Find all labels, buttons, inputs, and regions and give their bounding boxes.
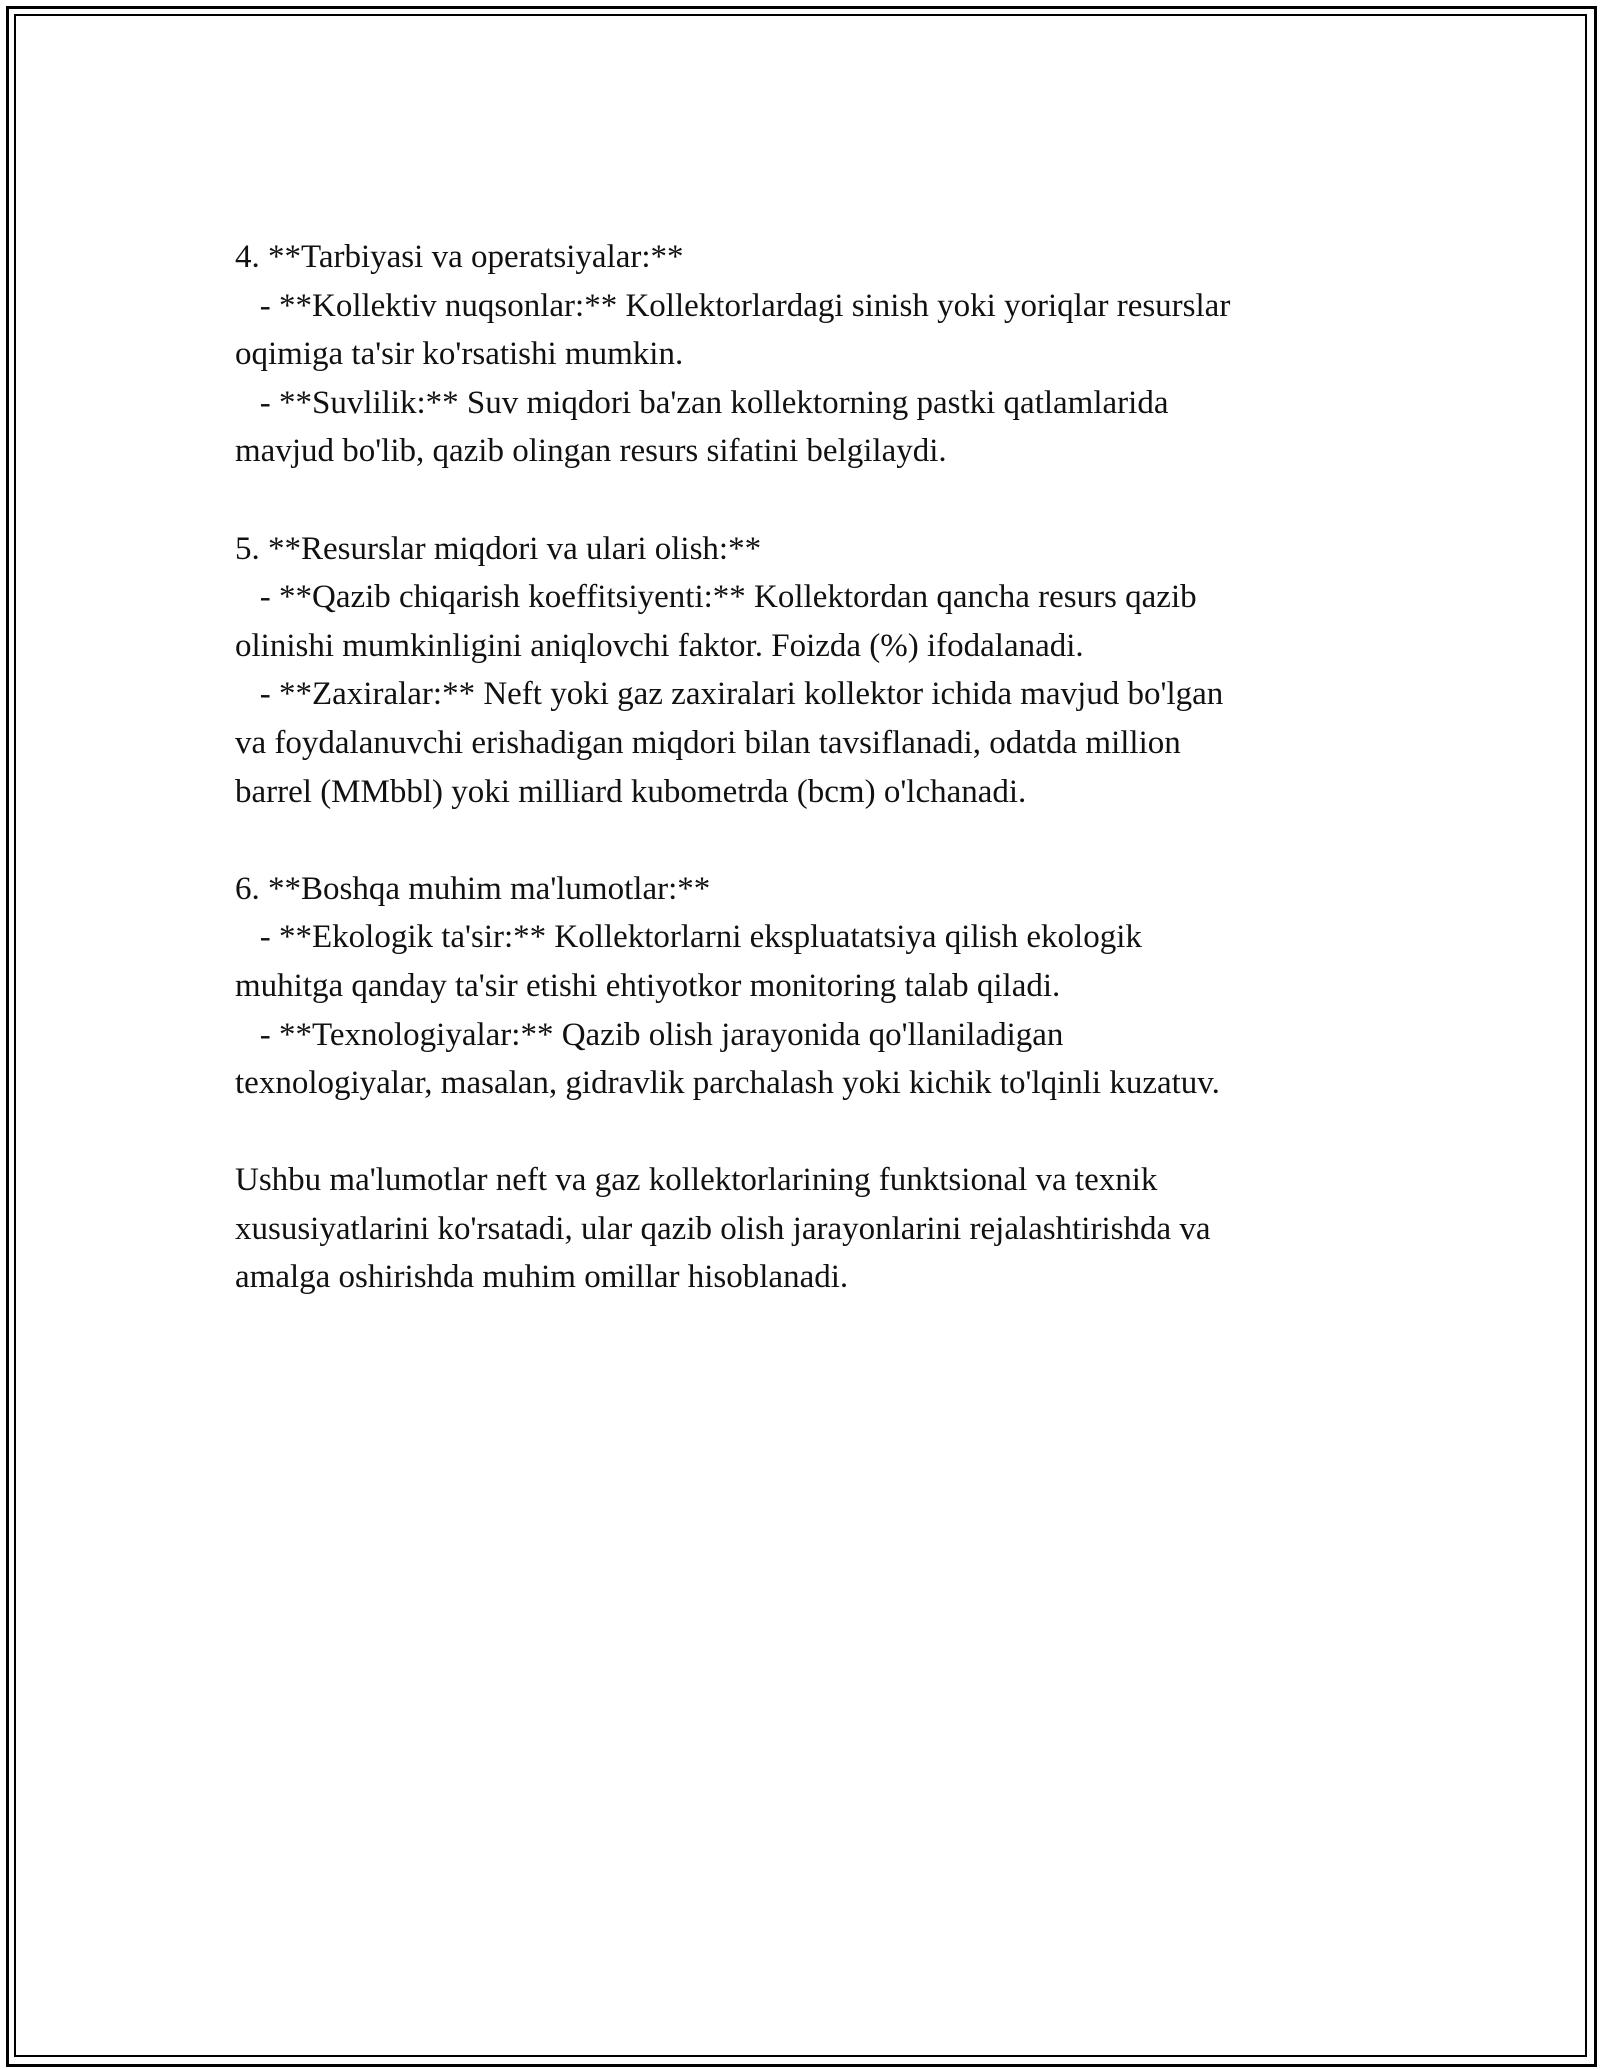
- paragraph-gap: [235, 1108, 1375, 1157]
- section-line: - **Zaxiralar:** Neft yoki gaz zaxiralari kollektor ichida mavjud bo'lgan: [235, 676, 1224, 713]
- section-line: oqimiga ta'sir ko'rsatishi mumkin.: [235, 336, 684, 373]
- section-line: - **Kollektiv nuqsonlar:** Kollektorlardagi sinish yoki yoriqlar resurslar: [235, 287, 1231, 324]
- section-line: - **Suvlilik:** Suv miqdori ba'zan kollektorning pastki qatlamlarida: [235, 384, 1169, 421]
- section-line: olinishi mumkinligini aniqlovchi faktor. Foizda (%) ifodalanadi.: [235, 627, 1084, 664]
- conclusion-paragraph: [235, 1156, 1375, 1302]
- section-line: mavjud bo'lib, qazib olingan resurs sifatini belgilaydi.: [235, 433, 947, 470]
- section-4: [235, 233, 1375, 476]
- section-heading: 4. **Tarbiyasi va operatsiyalar:**: [235, 239, 684, 275]
- conclusion-line: Ushbu ma'lumotlar neft va gaz kollektorlarining funktsional va texnik: [235, 1162, 1158, 1199]
- section-5: [235, 525, 1375, 817]
- section-heading: 5. **Resurslar miqdori va ulari olish:**: [235, 530, 762, 567]
- section-line: muhitga qanday ta'sir etishi ehtiyotkor monitoring talab qiladi.: [235, 967, 1061, 1004]
- section-6: [235, 865, 1375, 1108]
- section-line: - **Ekologik ta'sir:** Kollektorlarni ekspluatatsiya qilish ekologik: [235, 919, 1142, 956]
- conclusion-line: amalga oshirishda muhim omillar hisoblanadi.: [235, 1259, 849, 1296]
- section-line: texnologiyalar, masalan, gidravlik parchalash yoki kichik to'lqinli kuzatuv.: [235, 1065, 1220, 1102]
- section-line: barrel (MMbbl) yoki milliard kubometrda (bcm) o'lchanadi.: [235, 773, 1027, 810]
- paragraph-gap: [235, 816, 1375, 865]
- section-heading: 6. **Boshqa muhim ma'lumotlar:**: [235, 870, 711, 907]
- paragraph-gap: [235, 476, 1375, 525]
- section-line: - **Qazib chiqarish koeffitsiyenti:** Kollektordan qancha resurs qazib: [235, 579, 1197, 616]
- document-body: [235, 233, 1375, 1302]
- section-line: - **Texnologiyalar:** Qazib olish jarayonida qo'llaniladigan: [235, 1016, 1064, 1053]
- section-line: va foydalanuvchi erishadigan miqdori bilan tavsiflanadi, odatda million: [235, 724, 1181, 761]
- conclusion-line: xususiyatlarini ko'rsatadi, ular qazib olish jarayonlarini rejalashtirishda va: [235, 1210, 1211, 1247]
